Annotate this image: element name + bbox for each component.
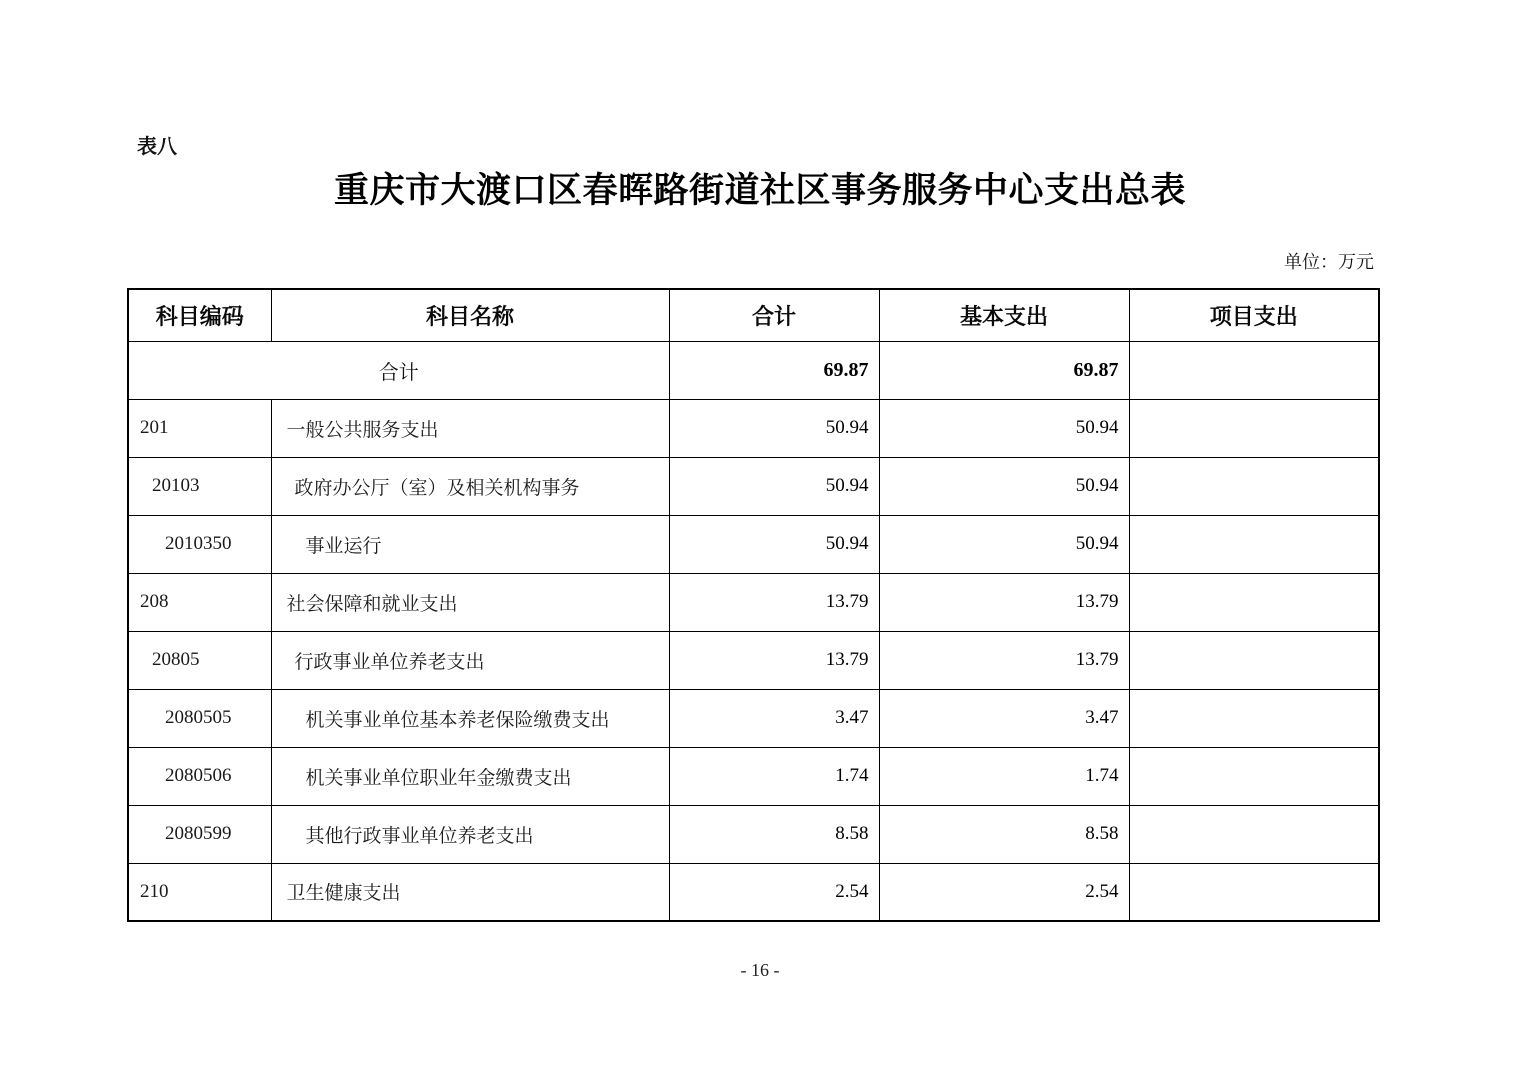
row-total: 3.47: [669, 689, 879, 747]
total-row-total: 69.87: [669, 341, 879, 399]
total-row-basic: 69.87: [879, 341, 1129, 399]
row-basic: 13.79: [879, 631, 1129, 689]
row-name: 其他行政事业单位养老支出: [271, 805, 669, 863]
table-row: [128, 573, 1379, 631]
row-name: 卫生健康支出: [271, 863, 669, 921]
row-total: 50.94: [669, 457, 879, 515]
row-name: 机关事业单位基本养老保险缴费支出: [271, 689, 669, 747]
total-row: [128, 341, 1379, 399]
header-row: [128, 289, 1379, 341]
row-code: 210: [128, 863, 271, 921]
row-total: 13.79: [669, 573, 879, 631]
table-row: [128, 399, 1379, 457]
table-row: [128, 631, 1379, 689]
header-basic-expense: 基本支出: [879, 289, 1129, 341]
row-project: [1129, 515, 1379, 573]
unit-note: 单位：万元: [1284, 252, 1374, 272]
row-name: 行政事业单位养老支出: [271, 631, 669, 689]
row-basic: 3.47: [879, 689, 1129, 747]
row-project: [1129, 863, 1379, 921]
total-row-label: 合计: [128, 341, 669, 399]
row-total: 50.94: [669, 399, 879, 457]
header-subject-code: 科目编码: [128, 289, 271, 341]
row-basic: 8.58: [879, 805, 1129, 863]
row-basic: 50.94: [879, 457, 1129, 515]
row-basic: 50.94: [879, 399, 1129, 457]
row-code: 2010350: [128, 515, 271, 573]
table-row: [128, 747, 1379, 805]
page-number: - 16 -: [740, 960, 780, 980]
table-row: [128, 457, 1379, 515]
row-project: [1129, 805, 1379, 863]
table-row: [128, 689, 1379, 747]
row-total: 13.79: [669, 631, 879, 689]
row-basic: 2.54: [879, 863, 1129, 921]
row-basic: 50.94: [879, 515, 1129, 573]
header-subject-name: 科目名称: [271, 289, 669, 341]
row-total: 1.74: [669, 747, 879, 805]
row-project: [1129, 747, 1379, 805]
row-project: [1129, 399, 1379, 457]
row-code: 201: [128, 399, 271, 457]
row-name: 社会保障和就业支出: [271, 573, 669, 631]
row-name: 一般公共服务支出: [271, 399, 669, 457]
row-total: 50.94: [669, 515, 879, 573]
header-total: 合计: [669, 289, 879, 341]
row-basic: 13.79: [879, 573, 1129, 631]
row-total: 8.58: [669, 805, 879, 863]
table-row: [128, 863, 1379, 921]
expenditure-summary-table: [127, 288, 1380, 922]
table-row: [128, 805, 1379, 863]
row-name: 机关事业单位职业年金缴费支出: [271, 747, 669, 805]
row-basic: 1.74: [879, 747, 1129, 805]
total-row-project: [1129, 341, 1379, 399]
row-total: 2.54: [669, 863, 879, 921]
row-project: [1129, 689, 1379, 747]
row-code: 20103: [128, 457, 271, 515]
row-name: 政府办公厅（室）及相关机构事务: [271, 457, 669, 515]
row-code: 2080506: [128, 747, 271, 805]
row-project: [1129, 573, 1379, 631]
row-name: 事业运行: [271, 515, 669, 573]
table-label: 表八: [137, 136, 177, 158]
header-project-expense: 项目支出: [1129, 289, 1379, 341]
row-code: 2080505: [128, 689, 271, 747]
row-code: 208: [128, 573, 271, 631]
row-code: 2080599: [128, 805, 271, 863]
row-code: 20805: [128, 631, 271, 689]
document-title: 重庆市大渡口区春晖路街道社区事务服务中心支出总表: [333, 171, 1186, 210]
row-project: [1129, 457, 1379, 515]
table-row: [128, 515, 1379, 573]
row-project: [1129, 631, 1379, 689]
